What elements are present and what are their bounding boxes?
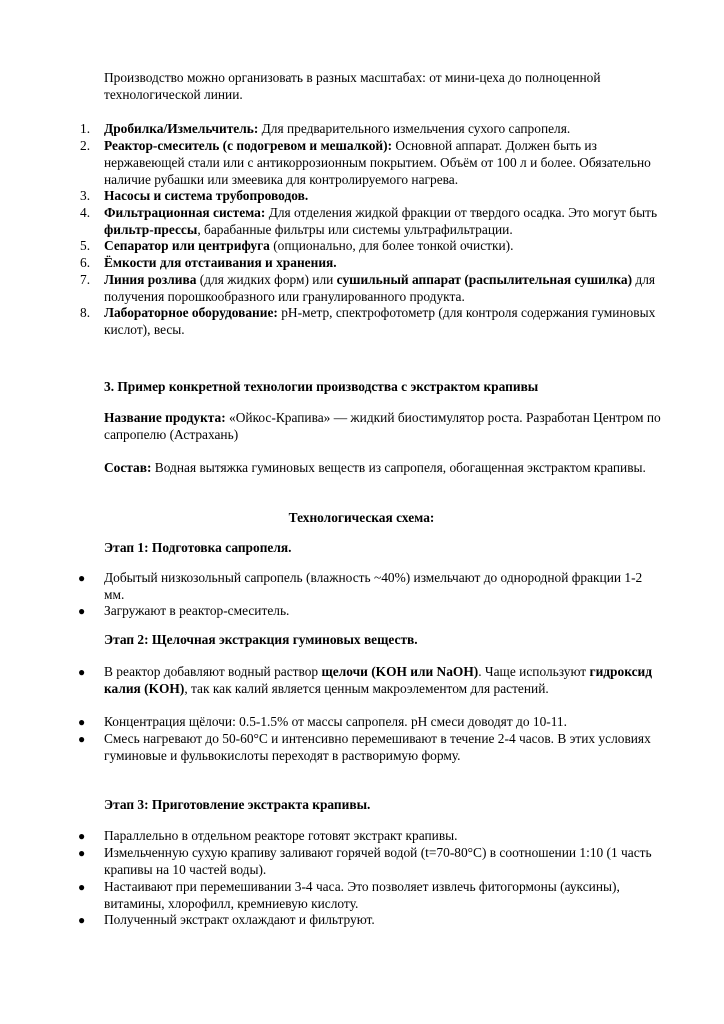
bold-text: Дробилка/Измельчитель: (104, 121, 259, 136)
composition-text: Водная вытяжка гуминовых веществ из сапропеля, обогащенная экстрактом крапивы. (151, 460, 646, 475)
item-text: для получения порошкообразного или гранулированного продукта. (104, 272, 656, 304)
list-item (78, 828, 664, 845)
item-text: Параллельно в отдельном реакторе готовят экстракт крапивы. (104, 828, 458, 843)
bold-text: фильтр-прессы (104, 221, 198, 237)
product-label: Название продукта: (104, 410, 226, 425)
stage-3-title: Этап 3: Приготовление экстракта крапивы. (104, 797, 371, 812)
item-text: Измельченную сухую крапиву заливают горячей водой (t=70-80°C) в соотношении 1:10 (1 часть крапивы на 10 частей воды). (104, 845, 652, 877)
list-item (78, 845, 664, 879)
list-item (80, 238, 664, 255)
item-text: . Чаще используют (478, 664, 590, 679)
bullet-icon: ● (78, 913, 86, 927)
list-number: 1. (80, 121, 91, 136)
section-heading: 3. Пример конкретной технологии производства с экстрактом крапивы (104, 379, 539, 394)
bullet-icon: ● (78, 571, 86, 585)
bold-text: Сепаратор или центрифуга (104, 238, 270, 253)
bold-text: Ёмкости для отстаивания и хранения. (104, 255, 337, 270)
item-text: Для предварительного измельчения сухого сапропеля. (258, 121, 571, 136)
list-number: 4. (80, 205, 91, 220)
bullet-icon: ● (78, 715, 86, 729)
list-item (78, 879, 664, 913)
list-item (78, 570, 664, 604)
bullet-icon: ● (78, 665, 86, 679)
list-number: 5. (80, 238, 91, 253)
bullet-icon: ● (78, 604, 86, 618)
list-item (78, 912, 664, 929)
list-number: 7. (80, 272, 91, 287)
bullet-icon: ● (78, 829, 86, 843)
bold-text: сушильный аппарат (распылительная сушилка) (336, 272, 633, 287)
list-item (80, 272, 664, 306)
bold-text: щелочи (KOH или NaOH) (321, 664, 479, 679)
bold-text: Реактор-смеситель (с подогревом и мешалкой): (104, 138, 393, 153)
list-item (80, 121, 664, 138)
bold-text: Фильтрационная система: (104, 205, 266, 220)
item-text: Добытый низкозольный сапропель (влажность ~40%) измельчают до однородной фракции 1-2 мм. (104, 570, 643, 602)
composition-paragraph (104, 460, 664, 477)
list-number: 6. (80, 255, 91, 270)
item-text: Для отделения жидкой фракции от твердого осадка. Это могут быть (265, 205, 658, 220)
list-number: 2. (80, 138, 91, 153)
bullet-icon: ● (78, 732, 86, 746)
stage-1-title: Этап 1: Подготовка сапропеля. (104, 540, 292, 555)
intro-paragraph: Производство можно организовать в разных масштабах: от мини-цеха до полноценной технологической линии. (104, 70, 601, 102)
item-text: , так как калий является ценным макроэлементом для растений. (184, 680, 549, 696)
item-text: (опционально, для более тонкой очистки). (269, 238, 514, 253)
bold-text: Насосы и система трубопроводов. (104, 188, 309, 203)
product-paragraph (104, 410, 664, 444)
list-item (78, 714, 664, 731)
item-text: , барабанные фильтры или системы ультрафильтрации. (197, 221, 513, 237)
item-text: Загружают в реактор-смеситель. (104, 603, 290, 618)
item-text: В реактор добавляют водный раствор (104, 664, 322, 679)
list-item (78, 664, 664, 698)
bold-text: гидроксид калия (KOH) (104, 664, 653, 696)
item-text: Концентрация щёлочи: 0.5-1.5% от массы сапропеля. pH смеси доводят до 10-11. (104, 714, 567, 729)
list-number: 3. (80, 188, 91, 203)
item-text: Настаивают при перемешивании 3-4 часа. Это позволяет извлечь фитогормоны (ауксины), витамины, хлорофилл, кремниевую кислоту. (104, 879, 620, 911)
item-text: Основной аппарат. Должен быть из нержавеющей стали или с антикоррозионным покрытием. Объём от 100 л и более. Обязательно наличие рубашки или змеевика для контролируемого нагрева. (104, 138, 651, 187)
list-item (80, 188, 664, 205)
composition-label: Состав: (104, 460, 152, 475)
item-text: Смесь нагревают до 50-60°C и интенсивно перемешивают в течение 2-4 часов. В этих условиях гуминовые и фульвокислоты переходят в растворимую форму. (104, 731, 651, 763)
item-text: pH-метр, спектрофотометр (для контроля содержания гуминовых кислот), весы. (104, 305, 656, 337)
list-item (78, 603, 664, 620)
list-number: 8. (80, 305, 91, 320)
list-item (80, 138, 664, 188)
bold-text: Лабораторное оборудование: (104, 305, 278, 320)
list-item (80, 305, 664, 339)
list-item (80, 255, 664, 272)
stage-2-title: Этап 2: Щелочная экстракция гуминовых веществ. (104, 632, 418, 647)
bold-text: Линия розлива (104, 272, 197, 287)
bullet-icon: ● (78, 880, 86, 894)
list-item (78, 731, 664, 765)
scheme-title: Технологическая схема: (288, 510, 435, 525)
bullet-icon: ● (78, 846, 86, 860)
list-item (80, 205, 664, 239)
product-text: «Ойкос-Крапива» — жидкий биостимулятор роста. Разработан Центром по сапропелю (Астрахань) (104, 410, 661, 442)
item-text: Полученный экстракт охлаждают и фильтруют. (104, 912, 375, 927)
item-text: (для жидких форм) или (196, 272, 337, 287)
